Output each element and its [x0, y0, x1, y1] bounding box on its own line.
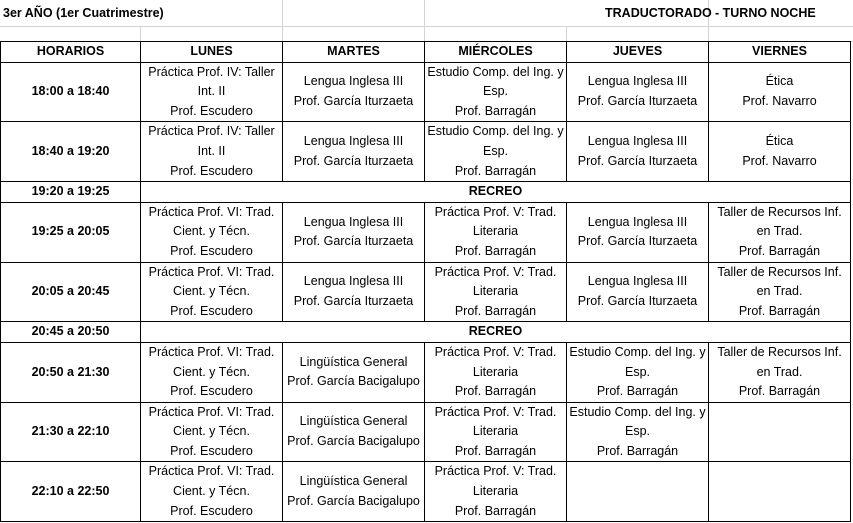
subject-text: en Trad. [756, 364, 803, 379]
professor-text: Prof. Barragán [454, 503, 537, 518]
break-row [1, 322, 851, 343]
subject-text: Ética [765, 134, 794, 149]
subject-text: Taller de Recursos Inf. [717, 344, 842, 359]
professor-text: Prof. Escudero [170, 303, 253, 318]
professor-text: Prof. García Iturzaeta [577, 93, 698, 108]
professor-text: Prof. García Iturzaeta [293, 293, 414, 308]
class-cell [709, 402, 851, 462]
class-cell [709, 462, 851, 522]
gridline [424, 0, 425, 42]
professor-text: Prof. Barragán [596, 384, 679, 399]
class-cell [709, 122, 851, 182]
class-cell [425, 62, 567, 122]
professor-text: Prof. García Iturzaeta [577, 293, 698, 308]
subject-text: Literaria [472, 364, 519, 379]
subject-text: Lengua Inglesa III [303, 214, 404, 229]
subject-text: Lingüística General [299, 414, 408, 429]
subject-text: Taller de Recursos Inf. [717, 264, 842, 279]
professor-text: Prof. Barragán [454, 163, 537, 178]
subject-text: Int. II [197, 84, 226, 99]
schedule-table [0, 41, 851, 522]
recreo-cell: RECREO [141, 182, 851, 203]
class-cell [709, 342, 851, 402]
break-row [1, 182, 851, 203]
professor-text: Prof. García Iturzaeta [293, 234, 414, 249]
professor-text: Prof. García Bacigalupo [287, 493, 420, 508]
table-row [1, 62, 851, 122]
subject-text: Ética [765, 74, 794, 89]
professor-text: Prof. Barragán [738, 303, 821, 318]
professor-text: Prof. García Bacigalupo [287, 374, 420, 389]
class-cell [141, 262, 283, 322]
class-cell [567, 62, 709, 122]
subject-text: Int. II [197, 143, 226, 158]
time-slot-cell: 20:45 a 20:50 [1, 322, 141, 343]
column-header-horarios: HORARIOS [1, 42, 141, 63]
subject-text: Lengua Inglesa III [587, 214, 688, 229]
class-cell [567, 122, 709, 182]
class-cell [425, 342, 567, 402]
subject-text: Lengua Inglesa III [303, 274, 404, 289]
subject-text: Lengua Inglesa III [587, 134, 688, 149]
subject-text: en Trad. [756, 224, 803, 239]
subject-text: Literaria [472, 284, 519, 299]
class-cell [567, 342, 709, 402]
table-row [1, 402, 851, 462]
class-cell [283, 402, 425, 462]
class-cell [141, 122, 283, 182]
professor-text: Prof. Escudero [170, 443, 253, 458]
subject-text: Cient. y Técn. [173, 224, 250, 239]
subject-text: Estudio Comp. del Ing. y [427, 124, 564, 139]
subject-text: Práctica Prof. V: Trad. [434, 464, 557, 479]
column-header-jueves: JUEVES [567, 42, 709, 63]
recreo-cell: RECREO [141, 322, 851, 343]
table-row [1, 122, 851, 182]
professor-text: Prof. Barragán [596, 443, 679, 458]
class-cell [141, 462, 283, 522]
time-slot-cell: 18:40 a 19:20 [1, 122, 141, 182]
subject-text: Práctica Prof. VI: Trad. [148, 464, 275, 479]
class-cell [709, 62, 851, 122]
subject-text: Estudio Comp. del Ing. y [427, 64, 564, 79]
subject-text: Literaria [472, 224, 519, 239]
subject-text: Práctica Prof. V: Trad. [434, 204, 557, 219]
shift-title: - TURNO NOCHE [715, 6, 816, 20]
subject-text: Lingüística General [299, 474, 408, 489]
column-header-viernes: VIERNES [709, 42, 851, 63]
time-slot-cell: 19:25 a 20:05 [1, 202, 141, 262]
subject-text: Práctica Prof. VI: Trad. [148, 204, 275, 219]
column-header-miercoles: MIÉRCOLES [425, 42, 567, 63]
subject-text: Lingüística General [299, 354, 408, 369]
professor-text: Prof. Barragán [454, 443, 537, 458]
year-title: 3er AÑO (1er Cuatrimestre) [3, 6, 164, 20]
class-cell [425, 462, 567, 522]
time-slot-cell: 20:50 a 21:30 [1, 342, 141, 402]
professor-text: Prof. Barragán [454, 303, 537, 318]
subject-text: Cient. y Técn. [173, 484, 250, 499]
class-cell [283, 62, 425, 122]
class-cell [283, 122, 425, 182]
subject-text: Literaria [472, 424, 519, 439]
class-cell [567, 262, 709, 322]
time-slot-cell: 22:10 a 22:50 [1, 462, 141, 522]
time-slot-cell: 21:30 a 22:10 [1, 402, 141, 462]
professor-text: Prof. Escudero [170, 384, 253, 399]
column-header-lunes: LUNES [141, 42, 283, 63]
table-row [1, 262, 851, 322]
professor-text: Prof. García Iturzaeta [577, 234, 698, 249]
professor-text: Prof. García Iturzaeta [577, 153, 698, 168]
subject-text: Estudio Comp. del Ing. y [569, 404, 706, 419]
gridline [0, 26, 853, 27]
professor-text: Prof. Escudero [170, 103, 253, 118]
subject-text: Lengua Inglesa III [303, 74, 404, 89]
time-slot-cell: 20:05 a 20:45 [1, 262, 141, 322]
class-cell [425, 402, 567, 462]
table-row [1, 462, 851, 522]
class-cell [567, 462, 709, 522]
time-slot-cell: 19:20 a 19:25 [1, 182, 141, 203]
professor-text: Prof. Barragán [738, 384, 821, 399]
class-cell [709, 262, 851, 322]
subject-text: Esp. [624, 424, 650, 439]
subject-text: Esp. [624, 364, 650, 379]
class-cell [141, 202, 283, 262]
subject-text: Práctica Prof. IV: Taller [148, 124, 275, 139]
header-row [1, 42, 851, 63]
class-cell [283, 342, 425, 402]
class-cell [141, 342, 283, 402]
subject-text: Esp. [482, 143, 508, 158]
column-header-martes: MARTES [283, 42, 425, 63]
subject-text: en Trad. [756, 284, 803, 299]
subject-text: Cient. y Técn. [173, 284, 250, 299]
time-slot-cell: 18:00 a 18:40 [1, 62, 141, 122]
subject-text: Taller de Recursos Inf. [717, 204, 842, 219]
subject-text: Esp. [482, 84, 508, 99]
subject-text: Práctica Prof. V: Trad. [434, 404, 557, 419]
professor-text: Prof. Barragán [454, 103, 537, 118]
table-row [1, 202, 851, 262]
subject-text: Literaria [472, 484, 519, 499]
subject-text: Estudio Comp. del Ing. y [569, 344, 706, 359]
subject-text: Lengua Inglesa III [303, 134, 404, 149]
class-cell [283, 462, 425, 522]
gridline [566, 26, 567, 42]
class-cell [283, 262, 425, 322]
professor-text: Prof. Escudero [170, 503, 253, 518]
subject-text: Práctica Prof. VI: Trad. [148, 264, 275, 279]
class-cell [283, 202, 425, 262]
gridline [282, 0, 283, 42]
professor-text: Prof. Barragán [454, 384, 537, 399]
subject-text: Práctica Prof. V: Trad. [434, 344, 557, 359]
subject-text: Lengua Inglesa III [587, 274, 688, 289]
class-cell [567, 402, 709, 462]
subject-text: Práctica Prof. V: Trad. [434, 264, 557, 279]
class-cell [425, 202, 567, 262]
class-cell [709, 202, 851, 262]
professor-text: Prof. García Bacigalupo [287, 434, 420, 449]
professor-text: Prof. Barragán [738, 243, 821, 258]
class-cell [425, 262, 567, 322]
professor-text: Prof. García Iturzaeta [293, 93, 414, 108]
professor-text: Prof. Escudero [170, 243, 253, 258]
subject-text: Práctica Prof. VI: Trad. [148, 404, 275, 419]
professor-text: Prof. Navarro [742, 153, 817, 168]
class-cell [567, 202, 709, 262]
professor-text: Prof. Navarro [742, 93, 817, 108]
class-cell [141, 402, 283, 462]
class-cell [425, 122, 567, 182]
subject-text: Práctica Prof. VI: Trad. [148, 344, 275, 359]
subject-text: Lengua Inglesa III [587, 74, 688, 89]
class-cell [141, 62, 283, 122]
professor-text: Prof. García Iturzaeta [293, 153, 414, 168]
program-title: TRADUCTORADO [605, 6, 712, 20]
subject-text: Práctica Prof. IV: Taller [148, 64, 275, 79]
subject-text: Cient. y Técn. [173, 424, 250, 439]
table-row [1, 342, 851, 402]
professor-text: Prof. Escudero [170, 163, 253, 178]
gridline [140, 26, 141, 42]
subject-text: Cient. y Técn. [173, 364, 250, 379]
professor-text: Prof. Barragán [454, 243, 537, 258]
